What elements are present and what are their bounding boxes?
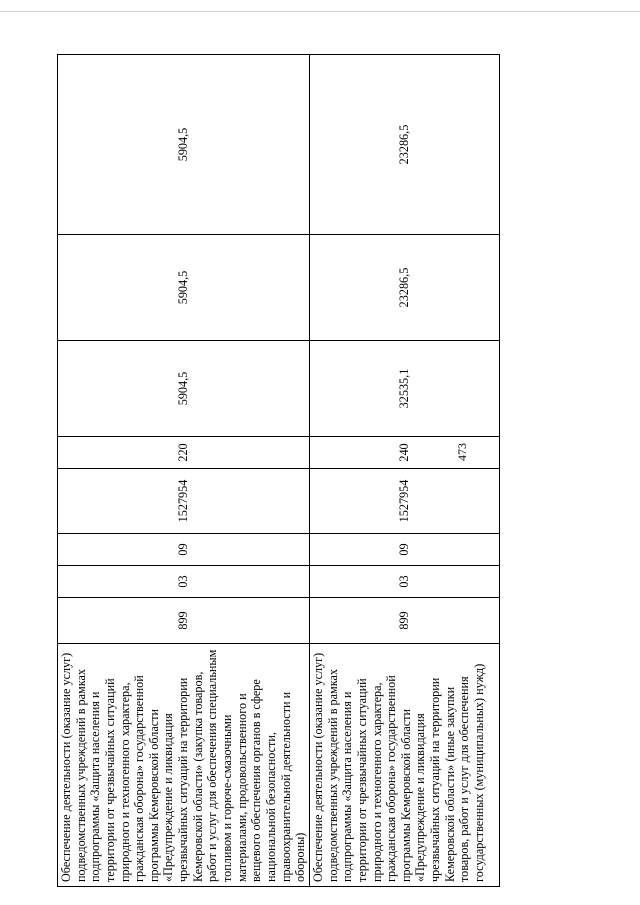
amount-year-3: 5904,5 bbox=[58, 55, 310, 235]
ministry-code: 899 bbox=[58, 598, 310, 644]
target-article-code: 1527954 bbox=[58, 469, 310, 534]
expense-type-code: 220 bbox=[58, 437, 310, 469]
section-code: 03 bbox=[58, 566, 310, 598]
top-rule bbox=[0, 11, 640, 12]
budget-table bbox=[57, 54, 500, 887]
amount-year-1: 5904,5 bbox=[58, 341, 310, 437]
amount-year-2: 23286,5 bbox=[310, 235, 500, 341]
section-code: 03 bbox=[310, 566, 500, 598]
row-description: Обеспечение деятельности (оказание услуг) подведомственных учреждений в рамках подпрограммы «Защита населения и территории от чрезвычайных ситуаций природного и техногенного характера, гражданская оборона» государственной программы Кемеровской области «Предупреждение и ликвидация чрезвычайных ситуаций на территории Кемеровской области» (закупка товаров, работ и услуг для обеспечения специальным топливом и горюче-смазочными материалами, продовольственного и вещевого обеспечения органов в сфере национальной безопасности, правоохранительной деятельности и обороны) bbox=[58, 644, 310, 887]
expense-type-code: 240 bbox=[310, 437, 500, 469]
amount-year-1: 32535,1 bbox=[310, 341, 500, 437]
rotated-table-sheet bbox=[57, 55, 499, 887]
amount-year-3: 23286,5 bbox=[310, 55, 500, 235]
ministry-code: 899 bbox=[310, 598, 500, 644]
subsection-code: 09 bbox=[310, 534, 500, 566]
target-article-code: 1527954 bbox=[310, 469, 500, 534]
row-description: Обеспечение деятельности (оказание услуг) подведомственных учреждений в рамках подпрограммы «Защита населения и территории от чрезвычайных ситуаций природного и техногенного характера, гражданская оборона» государственной программы Кемеровской области «Предупреждение и ликвидация чрезвычайных ситуаций на территории Кемеровской области» (иные закупки товаров, работ и услуг для обеспечения государственных (муниципальных) нужд) bbox=[310, 644, 500, 887]
table-row bbox=[310, 55, 500, 887]
page-number: 473 bbox=[455, 443, 469, 461]
table-row bbox=[58, 55, 310, 887]
subsection-code: 09 bbox=[58, 534, 310, 566]
amount-year-2: 5904,5 bbox=[58, 235, 310, 341]
